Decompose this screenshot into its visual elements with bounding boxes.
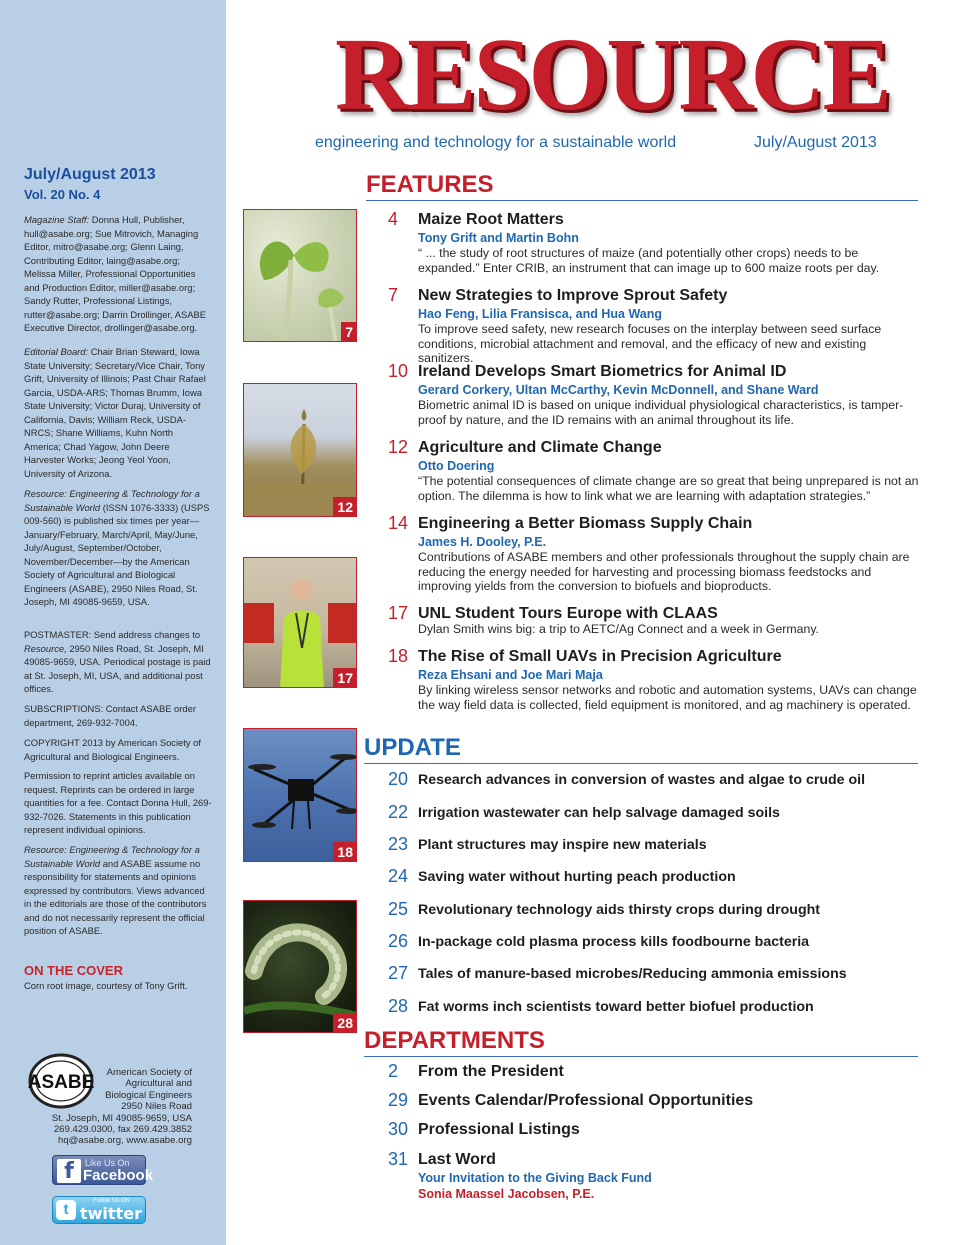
update-page-number: 28 [388,996,409,1016]
postmaster-text-b: 2950 Niles Road, St. Joseph, MI 49085-9659, USA. Periodical postage is paid at St. Joseph, MI, USA, and additional post offices. [24,642,211,694]
magazine-staff-text: Donna Hull, Publisher, hull@asabe.org; Sue Mitrovich, Managing Editor, mitro@asabe.org; Glenn Laing, Contributing Editor, laing@asabe.org; Melissa Miller, Professional Opportunities and Production Editor, miller@asabe.org; Sandy Rutter, Professional Listings, rutter@asabe.org; Darrin Drollinger, ASABE Executive Director, drollinger@asabe.org. [24,214,206,333]
feature-authors: James H. Dooley, P.E. [418,535,547,549]
twitter-label: twitter [80,1204,142,1223]
update-item[interactable] [388,998,918,1022]
update-item[interactable] [388,933,918,957]
last-word-subtitle[interactable]: Your Invitation to the Giving Back Fund [418,1171,652,1185]
feature-description: Dylan Smith wins big: a trip to AETC/Ag Connect and a week in Germany. [418,622,819,636]
feature-title: Ireland Develops Smart Biometrics for Animal ID [418,363,787,380]
feature-title: Engineering a Better Biomass Supply Chain [418,515,753,532]
masthead-title: RESOURCE [335,17,889,132]
feature-page-number: 10 [388,361,409,381]
department-page-number: 29 [388,1090,409,1110]
disclaimer-text: and ASABE assume no responsibility for statements and opinions expressed by contributors. Views advanced in the editorials are those of the contributors and do not necessarily represent the official position of ASABE. [24,857,207,936]
feature-page-number: 4 [388,209,399,229]
permission-info: Permission to reprint articles available on request. Reprints can be ordered in large quantities for a fee. Contact Donna Hull, 269-932-7026. Statements in this publication represent individual opinions. [24,770,212,835]
sidebar [0,0,226,1245]
facebook-icon: f [57,1159,81,1183]
publication-info [24,487,212,609]
magazine-staff-label: Magazine Staff: [24,214,90,225]
address-line: St. Joseph, MI 49085-9659, USA [51,1112,192,1124]
feature-authors: Tony Grift and Martin Bohn [418,231,579,245]
editorial-board-label: Editorial Board: [24,346,89,357]
feature-page-number: 18 [388,646,409,666]
update-page-number: 27 [388,963,409,983]
twitter-follow-label: Follow Us On [93,1198,130,1204]
cover-caption: Corn root image, courtesy of Tony Grift. [24,980,188,991]
publication-title: Resource: Engineering & Technology for a Sustainable World [24,488,200,513]
update-page-number: 22 [388,802,409,822]
feature-title: New Strategies to Improve Sprout Safety [418,287,728,304]
address-line: 269.429.0300, fax 269.429.3852 [53,1124,192,1136]
update-title: Revolutionary technology aids thirsty crops during drought [418,902,821,918]
asabe-logo-text: ASABE [28,1072,94,1093]
department-page-number: 30 [388,1119,409,1139]
editorial-board [24,345,212,480]
update-heading: UPDATE [364,734,918,764]
volume-number: Vol. 20 No. 4 [24,187,101,202]
thumbnail-page-number: 18 [333,842,356,861]
thumbnail-sprouts[interactable] [243,209,357,342]
update-item[interactable] [388,965,918,989]
asabe-address [40,1067,192,1147]
update-title: Irrigation wastewater can help salvage damaged soils [418,805,780,821]
postmaster-text-a: POSTMASTER: Send address changes to [24,629,201,640]
thumbnail-field[interactable] [243,383,357,517]
thumbnail-page-number: 17 [333,668,356,687]
feature-authors: Reza Ehsani and Joe Mari Maja [418,668,603,682]
feature-description: Contributions of ASABE members and other professionals throughout the supply chain are reducing the energy needed for harvesting and processing biomass feedstocks and improving yields from the conversion to biofuels and bioproducts. [418,550,910,593]
subscriptions-info: SUBSCRIPTIONS: Contact ASABE order department, 269-932-7004. [24,703,196,728]
address-line: Biological Engineers [105,1089,192,1101]
address-line: 2950 Niles Road [121,1101,192,1113]
address-line: hq@asabe.org, www.asabe.org [57,1135,192,1147]
feature-description: Biometric animal ID is based on unique individual physiological characteristics, is tamper-proof by nature, and the ID remains with an animal throughout its life. [418,398,904,427]
thumbnail-worm[interactable] [243,900,357,1033]
address-line: American Society of [106,1067,192,1078]
disclaimer-info [24,843,212,938]
cover-heading: ON THE COVER [24,963,123,978]
facebook-button[interactable] [52,1155,154,1185]
feature-description: “The potential consequences of climate change are so great that being unprepared is not an option. The dilemma is how to link what we are learning with adaptation strategies.” [418,474,919,503]
department-page-number: 31 [388,1149,409,1169]
update-item[interactable] [388,836,918,860]
feature-title: The Rise of Small UAVs in Precision Agriculture [418,648,782,665]
departments-heading: DEPARTMENTS [364,1027,918,1057]
magazine-staff [24,213,212,335]
feature-title: Agriculture and Climate Change [418,439,662,456]
thumbnail-page-number: 28 [333,1013,356,1032]
department-title: Events Calendar/Professional Opportunities [418,1092,754,1109]
thumbnail-uav[interactable] [243,728,357,862]
twitter-button[interactable] [52,1196,146,1224]
feature-description: “ ... the study of root structures of maize (and potentially other crops) needs to be expanded.” Enter CRIB, an instrument that can image up to 600 maize roots per day. [418,246,880,275]
feature-page-number: 7 [388,285,399,305]
update-title: Fat worms inch scientists toward better biofuel production [418,999,814,1015]
department-title: From the President [418,1063,564,1080]
copyright-info: COPYRIGHT 2013 by American Society of Agricultural and Biological Engineers. [24,737,201,762]
feature-page-number: 17 [388,603,409,623]
update-page-number: 24 [388,866,409,886]
postmaster-info [24,628,212,696]
department-title: Last Word [418,1151,496,1168]
masthead-tagline: engineering and technology for a sustainable world [315,134,677,151]
department-page-number: 2 [388,1061,399,1081]
feature-description: To improve seed safety, new research focuses on the interplay between seed surface conditions, microbial attachment and removal, and the efficacy of new and existing sanitizers. [418,322,882,365]
thumbnail-page-number: 12 [333,497,356,516]
update-page-number: 26 [388,931,409,951]
feature-title: Maize Root Matters [418,211,564,228]
editorial-board-text: Chair Brian Steward, Iowa State University; Secretary/Vice Chair, Tony Grift, University of Illinois; Past Chair Rafael Garcia, USDA-ARS; Thomas Brumm, Iowa State University; Victor Duraj, University of California, Davis; William Reck, USDA-NRCS; Shane Williams, Kuhn North America; Chad Yagow, John Deere Harvester Works; Jeong Yeol Yoon, University of Arizona. [24,346,206,479]
feature-title: UNL Student Tours Europe with CLAAS [418,605,718,622]
update-page-number: 23 [388,834,409,854]
update-page-number: 20 [388,769,409,789]
update-title: Saving water without hurting peach production [418,869,736,885]
address-line: Agricultural and [125,1078,192,1090]
update-item[interactable] [388,901,918,925]
update-item[interactable] [388,868,918,892]
update-title: Research advances in conversion of wastes and algae to crude oil [418,772,866,788]
update-title: Tales of manure-based microbes/Reducing ammonia emissions [418,966,847,982]
issue-date: July/August 2013 [24,166,156,183]
facebook-label: Facebook [83,1167,154,1184]
update-item[interactable] [388,771,918,795]
facebook-like-label: Like Us On [85,1158,130,1168]
last-word-author: Sonia Maassel Jacobsen, P.E. [418,1187,595,1201]
feature-page-number: 12 [388,437,409,457]
update-title: In-package cold plasma process kills foodbourne bacteria [418,934,810,950]
postmaster-italic: Resource, [24,642,67,654]
feature-authors: Otto Doering [418,459,495,473]
update-item[interactable] [388,804,918,828]
thumbnail-student[interactable] [243,557,357,688]
update-page-number: 25 [388,899,409,919]
feature-authors: Gerard Corkery, Ultan McCarthy, Kevin McDonnell, and Shane Ward [418,383,819,397]
masthead-date: July/August 2013 [754,134,877,151]
update-title: Plant structures may inspire new materials [418,837,707,853]
thumbnail-page-number: 7 [341,322,356,341]
features-heading: FEATURES [366,171,918,201]
sprout-image [244,210,357,342]
feature-page-number: 14 [388,513,409,533]
feature-authors: Hao Feng, Lilia Fransisca, and Hua Wang [418,307,663,321]
disclaimer-title: Resource: Engineering & Technology for a Sustainable World [24,844,200,869]
publication-text: (ISSN 1076-3333) (USPS 009-560) is published six times per year—January/February, March/April, May/June, July/August, September/October, November/December—by the American Society of Agricultural and Biological Engineers (ASABE), 2950 Niles Road, St. Joseph, MI 49085-9659, USA. [24,501,210,607]
twitter-icon: t [56,1200,76,1220]
department-title: Professional Listings [418,1121,580,1138]
feature-description: By linking wireless sensor networks and robotic and automation systems, UAVs can change the way field data is collected, field equipment is monitored, and ag machinery is operated. [418,683,917,712]
